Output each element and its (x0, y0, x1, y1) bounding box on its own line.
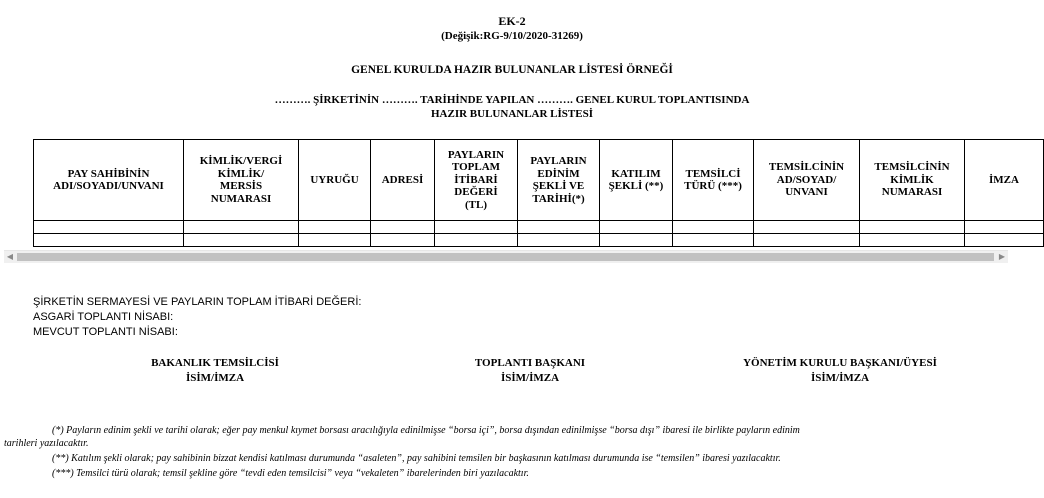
column-header-line: KİMLİK/VERGİ (199, 155, 283, 167)
table-cell[interactable] (965, 221, 1044, 234)
list-subtitle-line1: ………. ŞİRKETİNİN ………. TARİHİNDE YAPILAN ………. GENEL KURUL TOPLANTISINDA (274, 94, 750, 106)
column-header-line: AD/SOYAD/ (776, 173, 837, 186)
attendance-table (33, 139, 1044, 247)
table-row (34, 221, 1044, 234)
column-header-line: MERSİS (219, 180, 263, 192)
scroll-left-arrow-icon[interactable]: ◀ (6, 252, 14, 261)
column-header-line: EDİNİM (537, 167, 580, 180)
scrollbar-thumb[interactable] (17, 253, 994, 261)
column-header-line: TOPLAM (451, 161, 501, 174)
table-cell[interactable] (673, 221, 754, 234)
footnote-2: (**) Katılım şekli olarak; pay sahibinin bizzat kendisi katılması durumunda “asaleten”, pay sahibini temsilen bir başkasının katılması durumunda ise “temsilen” ibaresi yazılacaktır. (52, 453, 781, 464)
table-cell[interactable] (299, 234, 371, 247)
column-header-line: (TL) (465, 198, 487, 211)
column-header (299, 140, 371, 221)
table-cell[interactable] (435, 234, 518, 247)
column-header-line: PAY SAHİBİNİN (67, 167, 150, 180)
column-header-line: UYRUĞU (310, 173, 359, 186)
footnote-1: (*) Payların edinim şekli ve tarihi olarak; eğer pay menkul kıymet borsası aracılığıyla edinilmişse “borsa içi”, borsa dışından edinilmişse “borsa dışı” ibaresi ile birlikte payların edinim (52, 425, 800, 436)
table-cell[interactable] (754, 221, 860, 234)
table-cell[interactable] (184, 234, 299, 247)
table-cell[interactable] (754, 234, 860, 247)
attendance-table-container (33, 139, 1019, 250)
column-header-line: İTİBARİ (454, 173, 498, 186)
signature-title: TOPLANTI BAŞKANI (474, 357, 586, 369)
column-header-line: ŞEKLİ VE (532, 180, 585, 192)
table-cell[interactable] (184, 221, 299, 234)
column-header-line: TEMSİLCİNİN (874, 161, 950, 174)
footnote-3: (***) Temsilci türü olarak; temsil şekline göre “tevdi eden temsilcisi” veya “vekaleten” ibarelerinden biri yazılacaktır. (52, 468, 529, 479)
table-cell[interactable] (435, 221, 518, 234)
column-header-line: PAYLARIN (447, 148, 505, 161)
column-header-line: TEMSİLCİ (685, 167, 741, 180)
column-header-line: İMZA (989, 173, 1019, 186)
capital-label: ŞİRKETİN SERMAYESİ VE PAYLARIN TOPLAM İTİBARİ DEĞERİ: (33, 296, 362, 308)
column-header (371, 140, 435, 221)
minimum-quorum-label: ASGARİ TOPLANTI NİSABI: (33, 311, 174, 323)
column-header-line: KATILIM (611, 167, 661, 180)
ministry-representative-signature (100, 356, 330, 386)
signature-title: YÖNETİM KURULU BAŞKANI/ÜYESİ (743, 357, 937, 369)
signature-sub: İSİM/İMZA (185, 372, 245, 384)
column-header-line: KİMLİK/ (217, 167, 265, 180)
column-header (673, 140, 754, 221)
horizontal-scrollbar[interactable] (4, 250, 1008, 263)
table-row (34, 234, 1044, 247)
table-cell[interactable] (673, 234, 754, 247)
table-cell[interactable] (299, 221, 371, 234)
column-header (965, 140, 1044, 221)
column-header-line: ADRESİ (381, 173, 424, 186)
table-cell[interactable] (600, 221, 673, 234)
current-quorum-label: MEVCUT TOPLANTI NİSABI: (33, 326, 178, 338)
column-header-line: TÜRÜ (***) (684, 180, 742, 192)
column-header-line: DEĞERİ (454, 186, 498, 199)
column-header-line: PAYLARIN (530, 155, 587, 167)
table-cell[interactable] (34, 234, 184, 247)
table-cell[interactable] (860, 234, 965, 247)
column-header-line: TARİHİ(*) (532, 192, 585, 205)
board-chair-signature (700, 356, 980, 386)
list-subtitle-line2: HAZIR BULUNANLAR LİSTESİ (431, 108, 593, 120)
table-cell[interactable] (860, 221, 965, 234)
signature-sub: İSİM/İMZA (810, 372, 870, 384)
column-header (600, 140, 673, 221)
column-header-line: UNVANI (785, 186, 828, 199)
column-header-line: KİMLİK (890, 173, 934, 186)
column-header-line: ADI/SOYADI/UNVANI (53, 180, 164, 192)
table-cell[interactable] (518, 234, 600, 247)
column-header-line: NUMARASI (881, 186, 943, 199)
form-title: GENEL KURULDA HAZIR BULUNANLAR LİSTESİ ÖRNEĞİ (351, 64, 673, 76)
footnote-1-continued: tarihleri yazılacaktır. (4, 438, 89, 449)
signature-sub: İSİM/İMZA (500, 372, 560, 384)
meeting-chair-signature (415, 356, 645, 386)
table-cell[interactable] (371, 221, 435, 234)
table-cell[interactable] (34, 221, 184, 234)
column-header-line: ŞEKLİ (**) (608, 180, 664, 192)
table-cell[interactable] (518, 221, 600, 234)
column-header (754, 140, 860, 221)
table-cell[interactable] (600, 234, 673, 247)
column-header-line: NUMARASI (210, 192, 272, 205)
table-header-row (34, 140, 1044, 221)
column-header-line: TEMSİLCİNİN (768, 161, 845, 174)
annex-label: EK-2 (498, 14, 526, 28)
scroll-right-arrow-icon[interactable]: ▶ (998, 252, 1006, 261)
column-header (184, 140, 299, 221)
table-cell[interactable] (371, 234, 435, 247)
signature-title: BAKANLIK TEMSİLCİSİ (151, 357, 279, 369)
column-header (435, 140, 518, 221)
column-header (518, 140, 600, 221)
table-cell[interactable] (965, 234, 1044, 247)
column-header (860, 140, 965, 221)
column-header (34, 140, 184, 221)
amendment-reference: (Değişik:RG-9/10/2020-31269) (441, 30, 583, 42)
